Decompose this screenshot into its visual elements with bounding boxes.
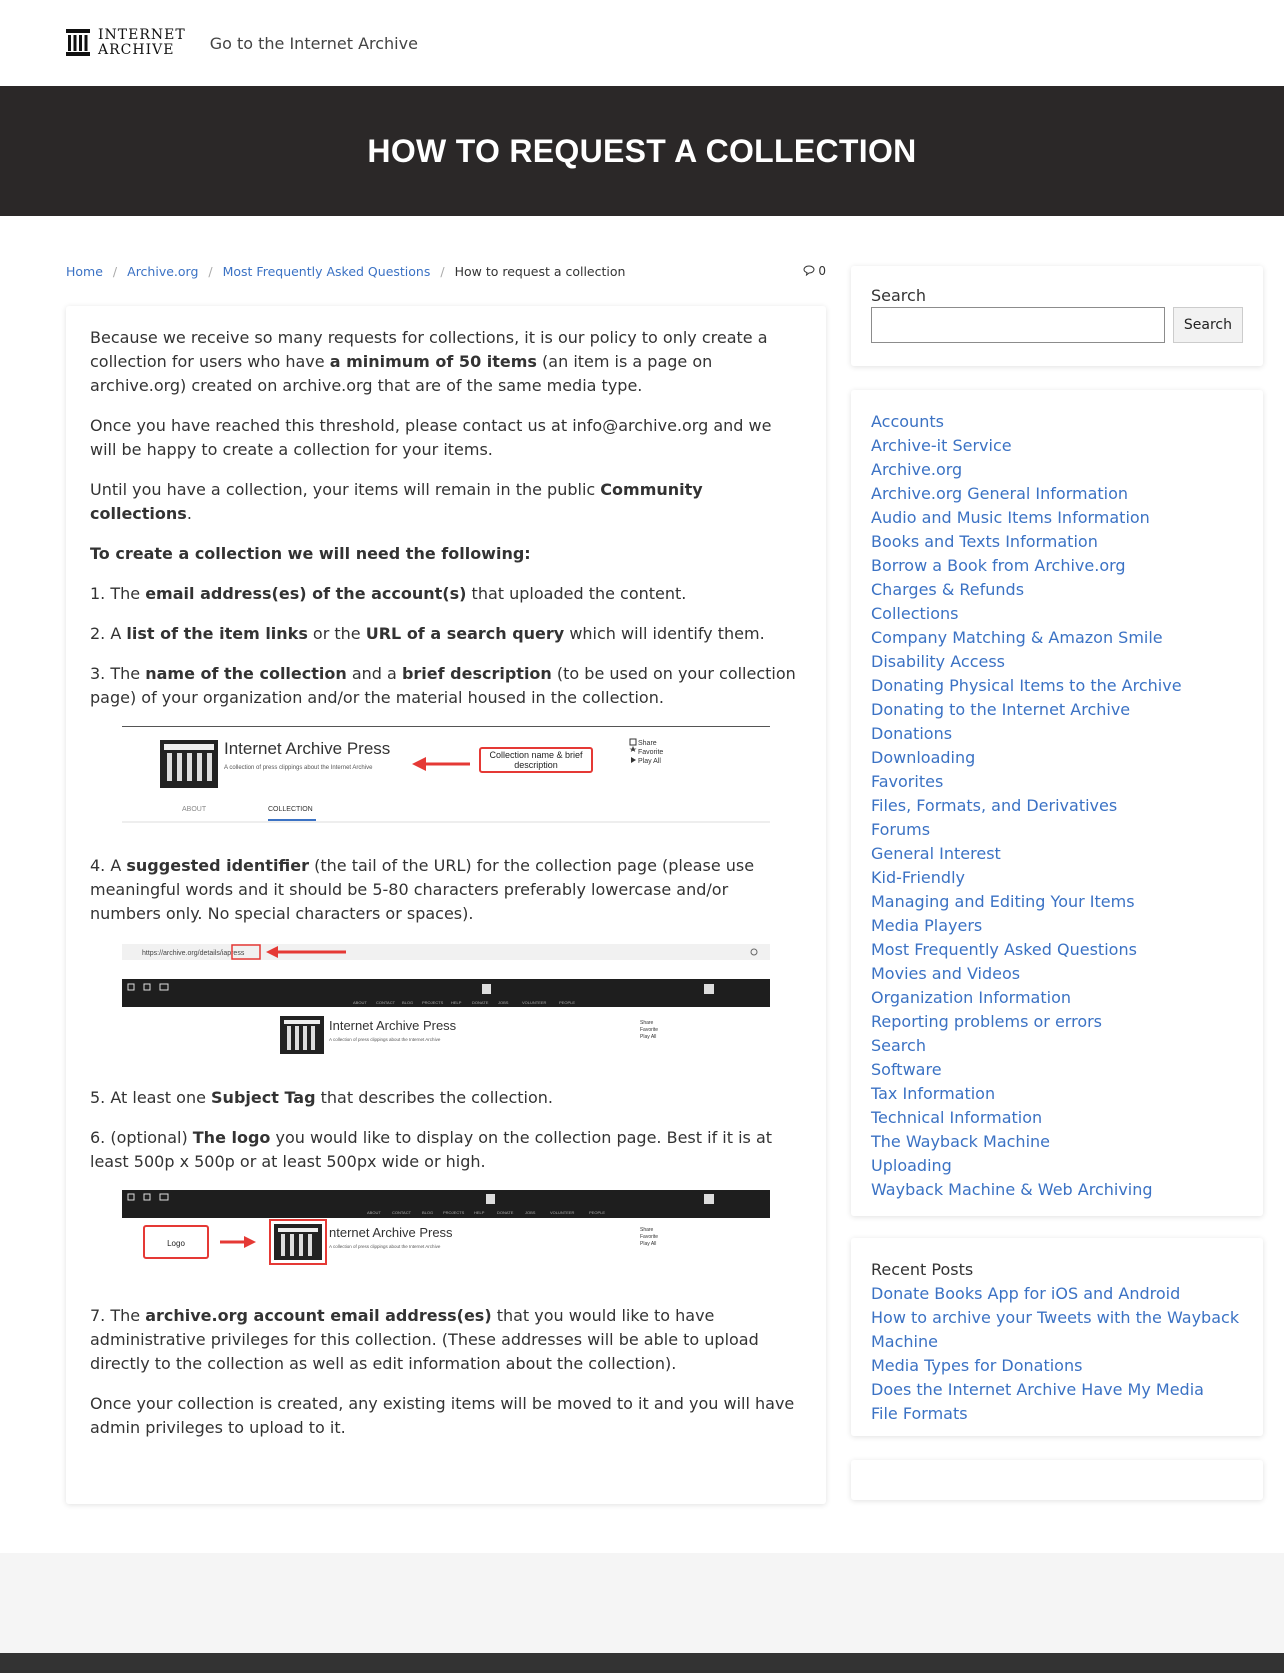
category-link[interactable]: Wayback Machine & Web Archiving: [871, 1180, 1153, 1199]
category-link[interactable]: Managing and Editing Your Items: [871, 892, 1135, 911]
archive-building-icon: [482, 984, 491, 994]
play-all-action: Play All: [640, 1034, 657, 1040]
category-link[interactable]: Software: [871, 1060, 942, 1079]
breadcrumb-current: How to request a collection: [454, 264, 626, 279]
category-link[interactable]: General Interest: [871, 844, 1001, 863]
comment-count[interactable]: [803, 264, 826, 278]
hero-banner: [0, 86, 1284, 216]
category-item-forums: [871, 818, 1243, 842]
category-item-technical-information: [871, 1106, 1243, 1130]
footer-area: [0, 1553, 1284, 1653]
text: To create a collection we will need the following:: [90, 544, 531, 563]
text: you would like to display on the collection page. Best if it is at least 500p x 500p or at least 500px wide or high.: [90, 1128, 773, 1171]
sidebar-categories-widget: [851, 390, 1263, 1216]
text: which will identify them.: [564, 624, 765, 643]
emphasis: URL of a search query: [365, 624, 565, 643]
nav-link-blog: BLOG: [422, 1210, 434, 1215]
community-paragraph: [90, 478, 802, 526]
category-link[interactable]: Books and Texts Information: [871, 532, 1098, 551]
internet-archive-logo[interactable]: [66, 28, 186, 58]
emphasis: brief description: [401, 664, 552, 683]
shot2-title: Internet Archive Press: [329, 1018, 457, 1033]
category-link[interactable]: Organization Information: [871, 988, 1071, 1007]
category-link[interactable]: Company Matching & Amazon Smile: [871, 628, 1163, 647]
category-link[interactable]: Disability Access: [871, 652, 1005, 671]
text: that uploaded the content.: [466, 584, 687, 603]
play-all-action: Play All: [638, 758, 661, 765]
share-action: Share: [640, 1020, 654, 1026]
text: 2. A: [90, 624, 127, 643]
category-item-managing-and-editing-your-items: [871, 890, 1243, 914]
emphasis: Subject Tag: [211, 1088, 316, 1107]
category-list: [871, 410, 1243, 1202]
category-link[interactable]: Downloading: [871, 748, 976, 767]
text: 5. At least one: [90, 1088, 212, 1107]
shot1-subtitle: A collection of press clippings about the Internet Archive: [224, 765, 373, 771]
category-link[interactable]: Donating Physical Items to the Archive: [871, 676, 1182, 695]
nav-link-about: ABOUT: [353, 1000, 367, 1005]
breadcrumb: [66, 264, 826, 279]
nav-link-jobs: JOBS: [498, 1000, 509, 1005]
category-link[interactable]: Donations: [871, 724, 953, 743]
logo-line-2: ARCHIVE: [98, 42, 175, 58]
category-item-files-formats-and-derivatives: [871, 794, 1243, 818]
category-item-wayback-machine-web-archiving: [871, 1178, 1243, 1202]
logo-wordmark: [98, 28, 186, 58]
favorite-action: Favorite: [640, 1027, 659, 1033]
category-link[interactable]: Reporting problems or errors: [871, 1012, 1103, 1031]
category-item-archive-it-service: [871, 434, 1243, 458]
sidebar-search-widget: [851, 266, 1263, 366]
category-item-disability-access: [871, 650, 1243, 674]
nav-link-people: PEOPLE: [559, 1000, 576, 1005]
text: Because we receive so many requests for collections, it is our policy to only create a collection for users who have: [90, 328, 768, 371]
text: (an item is a page on archive.org) created on archive.org that are of the same media type.: [90, 352, 713, 395]
nav-link-jobs: JOBS: [525, 1210, 536, 1215]
category-item-donations: [871, 722, 1243, 746]
text: that describes the collection.: [315, 1088, 553, 1107]
category-item-donating-physical-items-to-the-archive: [871, 674, 1243, 698]
shot1-title: Internet Archive Press: [224, 739, 391, 758]
nav-link-projects: PROJECTS: [422, 1000, 444, 1005]
category-link[interactable]: Forums: [871, 820, 931, 839]
search-label: Search: [871, 286, 926, 305]
category-link[interactable]: Search: [871, 1036, 926, 1055]
breadcrumb-separator: /: [208, 264, 213, 279]
category-item-downloading: [871, 746, 1243, 770]
category-item-archive-org-general-information: [871, 482, 1243, 506]
nav-link-help: HELP: [474, 1210, 485, 1215]
shot3-subtitle: A collection of press clippings about the Internet Archive: [329, 1244, 441, 1249]
category-link[interactable]: The Wayback Machine: [871, 1132, 1050, 1151]
category-item-archive-org: [871, 458, 1243, 482]
text: and a: [346, 664, 402, 683]
recent-post-item: [871, 1402, 1243, 1426]
recent-post-link[interactable]: Does the Internet Archive Have My Media: [871, 1380, 1204, 1399]
collection-thumbnail: [160, 740, 218, 788]
category-item-favorites: [871, 770, 1243, 794]
step-3: [90, 662, 802, 710]
category-item-most-frequently-asked-questions: [871, 938, 1243, 962]
logo-screenshot: [122, 1190, 770, 1280]
recent-post-link[interactable]: How to archive your Tweets with the Wayback Machine: [871, 1308, 1240, 1351]
category-item-media-players: [871, 914, 1243, 938]
category-link[interactable]: Kid-Friendly: [871, 868, 965, 887]
go-to-archive-link[interactable]: Go to the Internet Archive: [209, 33, 418, 53]
recent-post-link[interactable]: Donate Books App for iOS and Android: [871, 1284, 1181, 1303]
sidebar-recent-posts-widget: [851, 1238, 1263, 1436]
emphasis: The logo: [192, 1128, 271, 1147]
share-action: Share: [640, 1227, 654, 1233]
category-link[interactable]: Most Frequently Asked Questions: [871, 940, 1137, 959]
category-item-reporting-problems-or-errors: [871, 1010, 1243, 1034]
category-link[interactable]: Favorites: [871, 772, 944, 791]
minimum-items-emphasis: a minimum of 50 items: [329, 352, 537, 371]
recent-post-link[interactable]: Media Types for Donations: [871, 1356, 1083, 1375]
category-item-movies-and-videos: [871, 962, 1243, 986]
nav-link-people: PEOPLE: [589, 1210, 606, 1215]
text: Until you have a collection, your items will remain in the public: [90, 480, 601, 499]
top-bar: [0, 0, 1284, 86]
step-5: [90, 1086, 802, 1110]
callout-line-2: description: [514, 760, 558, 770]
nav-link-contact: CONTACT: [392, 1210, 412, 1215]
recent-post-item: [871, 1282, 1243, 1306]
search-row: [871, 307, 1243, 343]
text: 7. The: [90, 1306, 146, 1325]
category-item-the-wayback-machine: [871, 1130, 1243, 1154]
play-all-action: Play All: [640, 1241, 657, 1247]
category-link[interactable]: Archive.org: [871, 460, 963, 479]
text: that you would like to have administrative privileges for this collection. (These addresses will be able to upload directly to the collection as well as edit information about the collection).: [90, 1306, 759, 1373]
category-item-search: [871, 1034, 1243, 1058]
step-6: [90, 1126, 802, 1174]
main-content: [0, 216, 1284, 1553]
category-item-software: [871, 1058, 1243, 1082]
footer-bar: [0, 1653, 1284, 1673]
emphasis: list of the item links: [126, 624, 308, 643]
sidebar-empty-widget: [851, 1460, 1263, 1500]
category-item-accounts: [871, 410, 1243, 434]
text: .: [186, 504, 192, 523]
search-input[interactable]: [871, 307, 1165, 343]
nav-link-donate: DONATE: [497, 1210, 514, 1215]
contact-paragraph: Once you have reached this threshold, please contact us at info@archive.org and we will be happy to create a collection for your items.: [90, 416, 772, 459]
logo-line-1: INTERNET: [98, 27, 186, 43]
favorite-action: Favorite: [638, 749, 664, 756]
identifier-url-screenshot: [122, 942, 770, 1062]
favorite-action: Favorite: [640, 1234, 659, 1240]
nav-link-contact: CONTACT: [376, 1000, 396, 1005]
collection-thumbnail: [274, 1224, 322, 1260]
closing-paragraph: Once your collection is created, any existing items will be moved to it and you will have admin privileges to upload to it.: [90, 1394, 795, 1437]
nav-link-about: ABOUT: [367, 1210, 381, 1215]
category-item-audio-and-music-items-information: [871, 506, 1243, 530]
breadcrumb-archive-org[interactable]: Archive.org: [127, 264, 199, 279]
intro-paragraph: [90, 326, 802, 398]
recent-post-item: [871, 1378, 1243, 1402]
article-card: [66, 306, 826, 1504]
text: (to be used on your collection page) of your organization and/or the material housed in the collection.: [90, 664, 796, 707]
step-1: [90, 582, 802, 606]
url-text: https://archive.org/details/iapress: [142, 950, 245, 957]
comment-count-value: 0: [818, 264, 826, 278]
category-link[interactable]: Borrow a Book from Archive.org: [871, 556, 1126, 575]
category-item-company-matching-amazon-smile: [871, 626, 1243, 650]
recent-post-link[interactable]: File Formats: [871, 1404, 968, 1423]
category-link[interactable]: Collections: [871, 604, 959, 623]
community-collections-emphasis: Community collections: [90, 480, 703, 523]
callout-line-1: Collection name & brief: [489, 750, 583, 760]
shot3-title: nternet Archive Press: [329, 1225, 453, 1240]
category-link[interactable]: Charges & Refunds: [871, 580, 1025, 599]
search-button[interactable]: Search: [1173, 307, 1243, 343]
page-title: HOW TO REQUEST A COLLECTION: [367, 132, 917, 169]
nav-link-projects: PROJECTS: [443, 1210, 465, 1215]
category-item-tax-information: [871, 1082, 1243, 1106]
category-link[interactable]: Files, Formats, and Derivatives: [871, 796, 1118, 815]
category-link[interactable]: Uploading: [871, 1156, 952, 1175]
category-link[interactable]: Archive-it Service: [871, 436, 1012, 455]
recent-posts-title: Recent Posts: [871, 1260, 974, 1279]
recent-post-item: [871, 1306, 1243, 1354]
text: 6. (optional): [90, 1128, 193, 1147]
tab-collection: COLLECTION: [268, 806, 313, 813]
text: 4. A: [90, 856, 127, 875]
category-item-donating-to-the-internet-archive: [871, 698, 1243, 722]
archive-building-icon: [486, 1194, 495, 1204]
text: 1. The: [90, 584, 146, 603]
nav-link-donate: DONATE: [472, 1000, 489, 1005]
site-nav-bar: [122, 979, 770, 1007]
collection-name-screenshot: [122, 726, 770, 830]
breadcrumb-separator: /: [112, 264, 118, 279]
emphasis: archive.org account email address(es): [145, 1306, 492, 1325]
category-link[interactable]: Audio and Music Items Information: [871, 508, 1150, 527]
nav-link-help: HELP: [451, 1000, 462, 1005]
share-action: Share: [638, 740, 657, 747]
step-2: [90, 622, 802, 646]
emphasis: name of the collection: [145, 664, 347, 683]
text: (the tail of the URL) for the collection page (please use meaningful words and it should be 5-80 characters preferably lowercase and/or numbers only. No special characters or spaces).: [90, 856, 755, 923]
category-link[interactable]: Archive.org General Information: [871, 484, 1129, 503]
nav-link-blog: BLOG: [402, 1000, 414, 1005]
category-item-kid-friendly: [871, 866, 1243, 890]
recent-post-item: [871, 1354, 1243, 1378]
category-item-charges-refunds: [871, 578, 1243, 602]
breadcrumb-faq[interactable]: Most Frequently Asked Questions: [222, 264, 431, 279]
category-item-organization-information: [871, 986, 1243, 1010]
nav-link-volunteer: VOLUNTEER: [550, 1210, 575, 1215]
category-item-books-and-texts-information: [871, 530, 1243, 554]
category-link[interactable]: Movies and Videos: [871, 964, 1021, 983]
category-link[interactable]: Tax Information: [871, 1084, 996, 1103]
category-item-general-interest: [871, 842, 1243, 866]
step-4: [90, 854, 802, 926]
breadcrumb-home[interactable]: Home: [66, 264, 103, 279]
emphasis: suggested identifier: [126, 856, 310, 875]
category-link[interactable]: Donating to the Internet Archive: [871, 700, 1131, 719]
category-item-collections: [871, 602, 1243, 626]
breadcrumb-separator: /: [440, 264, 445, 279]
nav-link-volunteer: VOLUNTEER: [522, 1000, 547, 1005]
collection-thumbnail: [280, 1016, 324, 1054]
text: or the: [307, 624, 366, 643]
logo-callout-text: Logo: [167, 1239, 185, 1248]
category-link[interactable]: Accounts: [871, 412, 944, 431]
category-item-borrow-a-book-from-archive-org: [871, 554, 1243, 578]
shot2-subtitle: A collection of press clippings about the Internet Archive: [329, 1037, 441, 1042]
category-item-uploading: [871, 1154, 1243, 1178]
category-link[interactable]: Technical Information: [871, 1108, 1043, 1127]
requirements-heading: [90, 542, 802, 566]
emphasis: email address(es) of the account(s): [145, 584, 467, 603]
step-7: [90, 1304, 802, 1376]
tab-about: ABOUT: [182, 806, 207, 813]
comment-icon: [803, 265, 815, 276]
archive-building-icon: [66, 29, 90, 57]
category-link[interactable]: Media Players: [871, 916, 983, 935]
recent-posts-list: [871, 1282, 1243, 1426]
text: 3. The: [90, 664, 146, 683]
